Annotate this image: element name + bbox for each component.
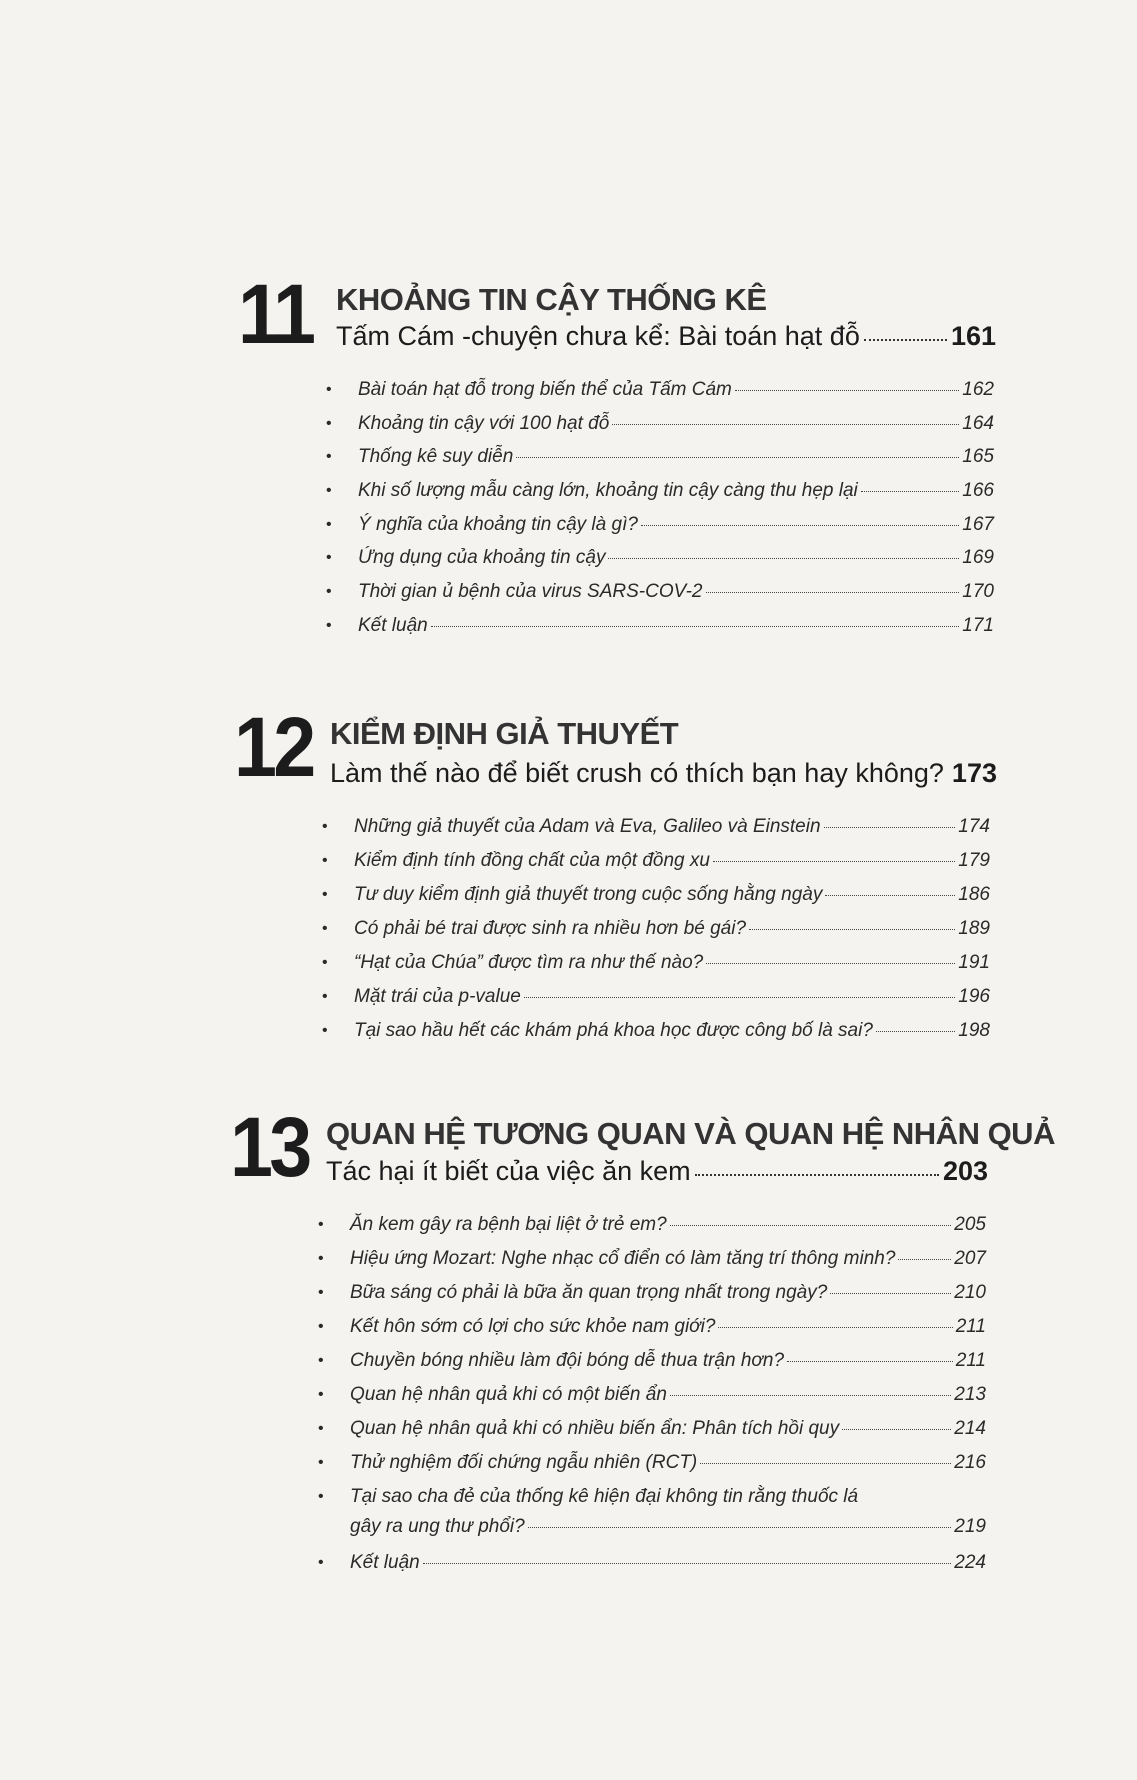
list-item[interactable]: • Thống kê suy diễn 165 xyxy=(326,446,994,467)
section-list xyxy=(322,815,990,1045)
bullet-icon: • xyxy=(322,1022,328,1039)
chapter-subtitle: Làm thế nào để biết crush có thích bạn hay không? xyxy=(330,758,944,788)
bullet-icon: • xyxy=(326,617,332,634)
chapter-page: 161 xyxy=(950,321,996,351)
chapter-title: KHOẢNG TIN CẬY THỐNG KÊ xyxy=(336,282,767,317)
list-item[interactable]: • Bữa sáng có phải là bữa ăn quan trọng nhất trong ngày? 210 xyxy=(318,1282,986,1303)
bullet-icon: • xyxy=(318,1352,324,1369)
bullet-icon: • xyxy=(318,1318,324,1335)
list-item[interactable]: • Ứng dụng của khoảng tin cậy 169 xyxy=(326,547,994,568)
list-item[interactable]: • Kết hôn sớm có lợi cho sức khỏe nam giới? 211 xyxy=(318,1316,986,1337)
list-item[interactable]: • “Hạt của Chúa” được tìm ra như thế nào? 191 xyxy=(322,952,990,973)
bullet-icon: • xyxy=(322,886,328,903)
bullet-icon: • xyxy=(326,516,332,533)
bullet-icon: • xyxy=(318,1454,324,1471)
bullet-icon: • xyxy=(322,988,328,1005)
list-item[interactable]: • Thử nghiệm đối chứng ngẫu nhiên (RCT) 216 xyxy=(318,1452,986,1473)
list-item[interactable]: • Khi số lượng mẫu càng lớn, khoảng tin cậy càng thu hẹp lại 166 xyxy=(326,480,994,501)
bullet-icon: • xyxy=(318,1488,324,1505)
section-list xyxy=(326,378,994,648)
bullet-icon: • xyxy=(318,1420,324,1437)
list-item[interactable]: • Bài toán hạt đỗ trong biến thể của Tấm Cám 162 xyxy=(326,379,994,400)
chapter-title: QUAN HỆ TƯƠNG QUAN VÀ QUAN HỆ NHÂN QUẢ xyxy=(326,1116,1055,1151)
list-item[interactable]: • Kết luận 224 xyxy=(318,1552,986,1573)
dot-leader xyxy=(864,338,947,341)
chapter-number: 13 xyxy=(230,1100,309,1194)
list-item[interactable]: • Những giả thuyết của Adam và Eva, Galileo và Einstein 174 xyxy=(322,816,990,837)
bullet-icon: • xyxy=(326,583,332,600)
bullet-icon: • xyxy=(322,920,328,937)
list-item[interactable]: • Mặt trái của p-value 196 xyxy=(322,986,990,1007)
bullet-icon: • xyxy=(326,381,332,398)
list-item[interactable]: • Quan hệ nhân quả khi có nhiều biến ẩn: Phân tích hồi quy 214 xyxy=(318,1418,986,1439)
list-item[interactable]: • Kết luận 171 xyxy=(326,615,994,636)
list-item[interactable]: • Tại sao hầu hết các khám phá khoa học được công bố là sai? 198 xyxy=(322,1020,990,1041)
chapter-page: 173 xyxy=(951,758,997,788)
bullet-icon: • xyxy=(318,1250,324,1267)
list-item[interactable]: • Quan hệ nhân quả khi có một biến ẩn 213 xyxy=(318,1384,986,1405)
list-item[interactable]: • Thời gian ủ bệnh của virus SARS-COV-2 170 xyxy=(326,581,994,602)
chapter-title: KIỂM ĐỊNH GIẢ THUYẾT xyxy=(330,716,679,751)
list-item[interactable]: • Tại sao cha đẻ của thống kê hiện đại không tin rằng thuốc lá gây ra ung thư phổi? 219 xyxy=(318,1486,986,1537)
bullet-icon: • xyxy=(318,1284,324,1301)
list-item[interactable]: • Kiểm định tính đồng chất của một đồng xu 179 xyxy=(322,850,990,871)
chapter-subtitle: Tấm Cám -chuyện chưa kể: Bài toán hạt đỗ xyxy=(336,321,860,351)
chapter-subtitle-row[interactable] xyxy=(336,320,996,352)
bullet-icon: • xyxy=(318,1216,324,1233)
list-item[interactable]: • Chuyền bóng nhiều làm đội bóng dễ thua trận hơn? 211 xyxy=(318,1350,986,1371)
bullet-icon: • xyxy=(318,1554,324,1571)
bullet-icon: • xyxy=(322,818,328,835)
bullet-icon: • xyxy=(326,549,332,566)
list-item[interactable]: • Ý nghĩa của khoảng tin cậy là gì? 167 xyxy=(326,514,994,535)
chapter-subtitle-row[interactable] xyxy=(326,1155,988,1187)
list-item[interactable]: • Hiệu ứng Mozart: Nghe nhạc cổ điển có làm tăng trí thông minh? 207 xyxy=(318,1248,986,1269)
bullet-icon: • xyxy=(326,415,332,432)
bullet-icon: • xyxy=(318,1386,324,1403)
bullet-icon: • xyxy=(326,482,332,499)
list-item[interactable]: • Có phải bé trai được sinh ra nhiều hơn bé gái? 189 xyxy=(322,918,990,939)
list-item[interactable]: • Tư duy kiểm định giả thuyết trong cuộc sống hằng ngày 186 xyxy=(322,884,990,905)
list-item[interactable]: • Khoảng tin cậy với 100 hạt đỗ 164 xyxy=(326,413,994,434)
list-item[interactable]: • Ăn kem gây ra bệnh bại liệt ở trẻ em? 205 xyxy=(318,1214,986,1235)
bullet-icon: • xyxy=(322,954,328,971)
chapter-number: 12 xyxy=(234,700,313,794)
dot-leader xyxy=(695,1173,939,1176)
bullet-icon: • xyxy=(322,852,328,869)
chapter-page: 203 xyxy=(942,1156,988,1186)
chapter-number: 11 xyxy=(238,267,313,361)
bullet-icon: • xyxy=(326,448,332,465)
chapter-subtitle: Tác hại ít biết của việc ăn kem xyxy=(326,1156,691,1186)
chapter-subtitle-row[interactable] xyxy=(330,757,997,789)
section-list xyxy=(318,1213,986,1583)
